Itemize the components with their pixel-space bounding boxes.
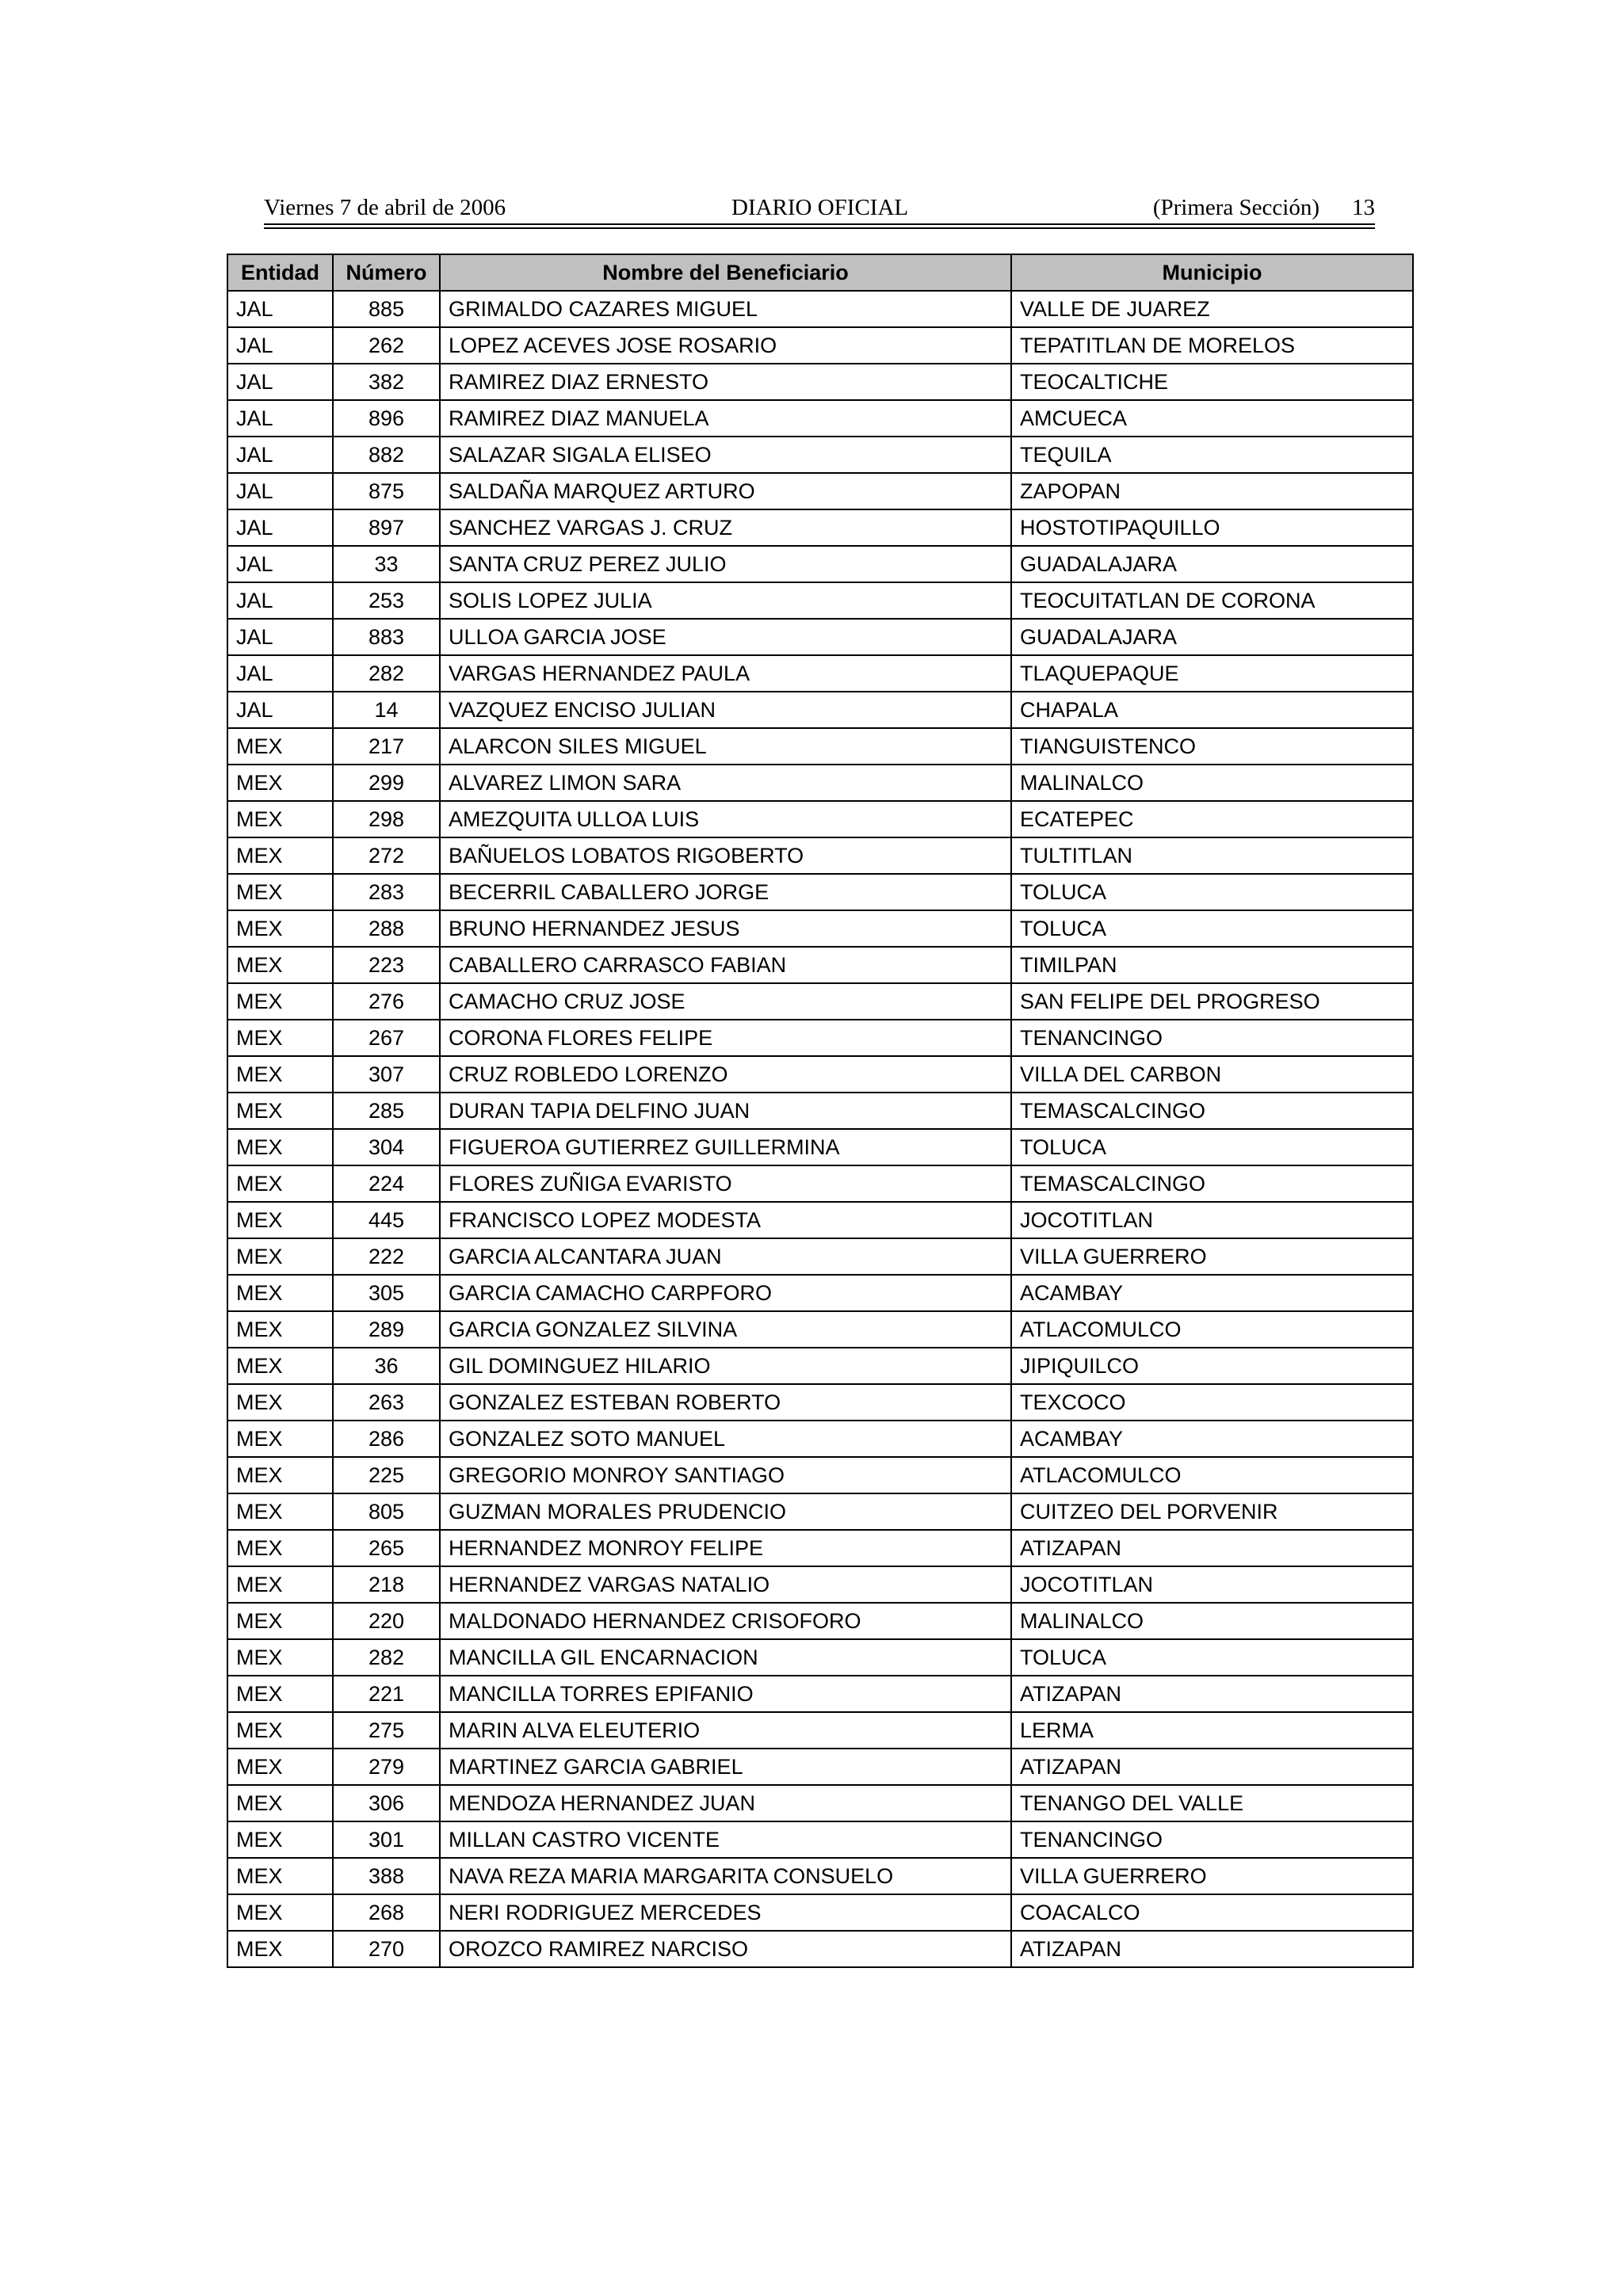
table-row xyxy=(227,1639,1413,1676)
cell-numero: 306 xyxy=(333,1785,440,1821)
cell-nombre: DURAN TAPIA DELFINO JUAN xyxy=(440,1093,1011,1129)
cell-entidad: MEX xyxy=(227,1566,333,1603)
cell-numero: 276 xyxy=(333,983,440,1020)
cell-entidad: MEX xyxy=(227,1785,333,1821)
table-row xyxy=(227,437,1413,473)
cell-entidad: JAL xyxy=(227,509,333,546)
cell-municipio: ATIZAPAN xyxy=(1011,1749,1413,1785)
cell-municipio: ECATEPEC xyxy=(1011,801,1413,837)
cell-entidad: JAL xyxy=(227,364,333,400)
cell-municipio: ACAMBAY xyxy=(1011,1275,1413,1311)
cell-numero: 288 xyxy=(333,910,440,947)
cell-nombre: CABALLERO CARRASCO FABIAN xyxy=(440,947,1011,983)
cell-numero: 279 xyxy=(333,1749,440,1785)
cell-numero: 298 xyxy=(333,801,440,837)
cell-numero: 217 xyxy=(333,728,440,765)
cell-municipio: ATIZAPAN xyxy=(1011,1931,1413,1967)
cell-numero: 897 xyxy=(333,509,440,546)
cell-municipio: TEXCOCO xyxy=(1011,1384,1413,1421)
table-body xyxy=(227,291,1413,1967)
table-row xyxy=(227,947,1413,983)
cell-municipio: TOLUCA xyxy=(1011,910,1413,947)
cell-entidad: MEX xyxy=(227,1493,333,1530)
cell-numero: 36 xyxy=(333,1348,440,1384)
cell-numero: 304 xyxy=(333,1129,440,1165)
cell-nombre: MANCILLA TORRES EPIFANIO xyxy=(440,1676,1011,1712)
table-row xyxy=(227,291,1413,327)
cell-numero: 267 xyxy=(333,1020,440,1056)
table-row xyxy=(227,1603,1413,1639)
cell-nombre: MILLAN CASTRO VICENTE xyxy=(440,1821,1011,1858)
table-row xyxy=(227,1785,1413,1821)
cell-numero: 221 xyxy=(333,1676,440,1712)
cell-entidad: MEX xyxy=(227,1311,333,1348)
cell-numero: 307 xyxy=(333,1056,440,1093)
cell-municipio: TENANCINGO xyxy=(1011,1020,1413,1056)
table-row xyxy=(227,1202,1413,1238)
cell-numero: 262 xyxy=(333,327,440,364)
cell-municipio: VILLA DEL CARBON xyxy=(1011,1056,1413,1093)
cell-nombre: SANTA CRUZ PEREZ JULIO xyxy=(440,546,1011,582)
cell-nombre: OROZCO RAMIREZ NARCISO xyxy=(440,1931,1011,1967)
cell-municipio: VALLE DE JUAREZ xyxy=(1011,291,1413,327)
cell-numero: 270 xyxy=(333,1931,440,1967)
cell-nombre: BAÑUELOS LOBATOS RIGOBERTO xyxy=(440,837,1011,874)
cell-entidad: MEX xyxy=(227,1202,333,1238)
column-header-nombre: Nombre del Beneficiario xyxy=(440,254,1011,291)
cell-entidad: JAL xyxy=(227,437,333,473)
table-header-row xyxy=(227,254,1413,291)
cell-numero: 286 xyxy=(333,1421,440,1457)
cell-numero: 289 xyxy=(333,1311,440,1348)
table-row xyxy=(227,1093,1413,1129)
cell-nombre: SOLIS LOPEZ JULIA xyxy=(440,582,1011,619)
table-row xyxy=(227,801,1413,837)
table-row xyxy=(227,1238,1413,1275)
cell-nombre: HERNANDEZ VARGAS NATALIO xyxy=(440,1566,1011,1603)
cell-entidad: MEX xyxy=(227,1603,333,1639)
cell-entidad: MEX xyxy=(227,765,333,801)
cell-entidad: MEX xyxy=(227,983,333,1020)
table-row xyxy=(227,1530,1413,1566)
cell-entidad: MEX xyxy=(227,1056,333,1093)
cell-entidad: MEX xyxy=(227,1931,333,1967)
cell-entidad: MEX xyxy=(227,1421,333,1457)
table-row xyxy=(227,400,1413,437)
cell-entidad: MEX xyxy=(227,1749,333,1785)
cell-entidad: JAL xyxy=(227,582,333,619)
cell-municipio: VILLA GUERRERO xyxy=(1011,1858,1413,1894)
cell-nombre: ALARCON SILES MIGUEL xyxy=(440,728,1011,765)
cell-numero: 882 xyxy=(333,437,440,473)
table-row xyxy=(227,765,1413,801)
cell-numero: 275 xyxy=(333,1712,440,1749)
cell-municipio: TLAQUEPAQUE xyxy=(1011,655,1413,692)
cell-nombre: MANCILLA GIL ENCARNACION xyxy=(440,1639,1011,1676)
cell-municipio: CUITZEO DEL PORVENIR xyxy=(1011,1493,1413,1530)
cell-numero: 283 xyxy=(333,874,440,910)
cell-nombre: NAVA REZA MARIA MARGARITA CONSUELO xyxy=(440,1858,1011,1894)
cell-municipio: ACAMBAY xyxy=(1011,1421,1413,1457)
cell-nombre: GARCIA GONZALEZ SILVINA xyxy=(440,1311,1011,1348)
cell-municipio: TIANGUISTENCO xyxy=(1011,728,1413,765)
cell-municipio: MALINALCO xyxy=(1011,1603,1413,1639)
table-row xyxy=(227,1311,1413,1348)
cell-entidad: MEX xyxy=(227,1894,333,1931)
table-row xyxy=(227,1894,1413,1931)
table-row xyxy=(227,1931,1413,1967)
cell-entidad: JAL xyxy=(227,692,333,728)
cell-entidad: MEX xyxy=(227,1676,333,1712)
cell-nombre: AMEZQUITA ULLOA LUIS xyxy=(440,801,1011,837)
cell-municipio: ATLACOMULCO xyxy=(1011,1311,1413,1348)
cell-numero: 253 xyxy=(333,582,440,619)
cell-nombre: LOPEZ ACEVES JOSE ROSARIO xyxy=(440,327,1011,364)
cell-entidad: MEX xyxy=(227,1238,333,1275)
table-row xyxy=(227,1056,1413,1093)
cell-nombre: RAMIREZ DIAZ MANUELA xyxy=(440,400,1011,437)
cell-municipio: JOCOTITLAN xyxy=(1011,1566,1413,1603)
cell-nombre: GIL DOMINGUEZ HILARIO xyxy=(440,1348,1011,1384)
cell-entidad: JAL xyxy=(227,327,333,364)
cell-nombre: RAMIREZ DIAZ ERNESTO xyxy=(440,364,1011,400)
table-row xyxy=(227,1020,1413,1056)
cell-nombre: FRANCISCO LOPEZ MODESTA xyxy=(440,1202,1011,1238)
cell-numero: 263 xyxy=(333,1384,440,1421)
cell-entidad: MEX xyxy=(227,837,333,874)
cell-entidad: MEX xyxy=(227,1858,333,1894)
table-row xyxy=(227,1421,1413,1457)
cell-numero: 222 xyxy=(333,1238,440,1275)
table-row xyxy=(227,1457,1413,1493)
header-section: (Primera Sección) xyxy=(1152,195,1319,220)
cell-nombre: CAMACHO CRUZ JOSE xyxy=(440,983,1011,1020)
cell-numero: 225 xyxy=(333,1457,440,1493)
cell-entidad: MEX xyxy=(227,1639,333,1676)
beneficiaries-table xyxy=(227,254,1414,1968)
cell-entidad: MEX xyxy=(227,1384,333,1421)
table-row xyxy=(227,874,1413,910)
cell-municipio: ATIZAPAN xyxy=(1011,1676,1413,1712)
header-publication-title: DIARIO OFICIAL xyxy=(731,195,909,220)
cell-entidad: MEX xyxy=(227,801,333,837)
cell-entidad: MEX xyxy=(227,1530,333,1566)
cell-municipio: TOLUCA xyxy=(1011,1129,1413,1165)
table-row xyxy=(227,692,1413,728)
table-row xyxy=(227,1676,1413,1712)
cell-municipio: ATIZAPAN xyxy=(1011,1530,1413,1566)
table-row xyxy=(227,509,1413,546)
cell-numero: 272 xyxy=(333,837,440,874)
cell-nombre: GUZMAN MORALES PRUDENCIO xyxy=(440,1493,1011,1530)
header-date: Viernes 7 de abril de 2006 xyxy=(264,195,506,220)
cell-municipio: MALINALCO xyxy=(1011,765,1413,801)
cell-municipio: CHAPALA xyxy=(1011,692,1413,728)
cell-entidad: JAL xyxy=(227,400,333,437)
cell-nombre: GONZALEZ ESTEBAN ROBERTO xyxy=(440,1384,1011,1421)
table-row xyxy=(227,837,1413,874)
cell-numero: 14 xyxy=(333,692,440,728)
cell-entidad: JAL xyxy=(227,655,333,692)
cell-entidad: MEX xyxy=(227,1348,333,1384)
cell-entidad: JAL xyxy=(227,546,333,582)
header-rule xyxy=(264,223,1375,225)
cell-municipio: HOSTOTIPAQUILLO xyxy=(1011,509,1413,546)
cell-entidad: MEX xyxy=(227,1093,333,1129)
cell-numero: 218 xyxy=(333,1566,440,1603)
cell-numero: 883 xyxy=(333,619,440,655)
cell-numero: 223 xyxy=(333,947,440,983)
table-row xyxy=(227,1821,1413,1858)
cell-entidad: MEX xyxy=(227,1821,333,1858)
table-row xyxy=(227,983,1413,1020)
cell-entidad: MEX xyxy=(227,910,333,947)
cell-numero: 285 xyxy=(333,1093,440,1129)
cell-municipio: TENANGO DEL VALLE xyxy=(1011,1785,1413,1821)
cell-numero: 445 xyxy=(333,1202,440,1238)
cell-municipio: TULTITLAN xyxy=(1011,837,1413,874)
table-row xyxy=(227,1165,1413,1202)
cell-numero: 305 xyxy=(333,1275,440,1311)
cell-numero: 885 xyxy=(333,291,440,327)
table-row xyxy=(227,655,1413,692)
cell-municipio: VILLA GUERRERO xyxy=(1011,1238,1413,1275)
table-row xyxy=(227,1348,1413,1384)
cell-municipio: TOLUCA xyxy=(1011,1639,1413,1676)
cell-entidad: JAL xyxy=(227,473,333,509)
cell-nombre: SANCHEZ VARGAS J. CRUZ xyxy=(440,509,1011,546)
cell-numero: 268 xyxy=(333,1894,440,1931)
column-header-municipio: Municipio xyxy=(1011,254,1413,291)
table-row xyxy=(227,619,1413,655)
cell-municipio: TEMASCALCINGO xyxy=(1011,1093,1413,1129)
cell-municipio: GUADALAJARA xyxy=(1011,619,1413,655)
cell-municipio: TOLUCA xyxy=(1011,874,1413,910)
cell-numero: 224 xyxy=(333,1165,440,1202)
cell-entidad: MEX xyxy=(227,728,333,765)
cell-entidad: MEX xyxy=(227,874,333,910)
header-page-number: 13 xyxy=(1352,195,1375,220)
cell-numero: 805 xyxy=(333,1493,440,1530)
cell-municipio: ZAPOPAN xyxy=(1011,473,1413,509)
cell-entidad: MEX xyxy=(227,1020,333,1056)
cell-nombre: MENDOZA HERNANDEZ JUAN xyxy=(440,1785,1011,1821)
cell-municipio: ATLACOMULCO xyxy=(1011,1457,1413,1493)
cell-nombre: MALDONADO HERNANDEZ CRISOFORO xyxy=(440,1603,1011,1639)
table-row xyxy=(227,546,1413,582)
table-row xyxy=(227,910,1413,947)
cell-nombre: ULLOA GARCIA JOSE xyxy=(440,619,1011,655)
table-row xyxy=(227,327,1413,364)
cell-numero: 382 xyxy=(333,364,440,400)
cell-entidad: MEX xyxy=(227,947,333,983)
cell-municipio: TIMILPAN xyxy=(1011,947,1413,983)
cell-numero: 896 xyxy=(333,400,440,437)
cell-municipio: TENANCINGO xyxy=(1011,1821,1413,1858)
cell-nombre: SALDAÑA MARQUEZ ARTURO xyxy=(440,473,1011,509)
cell-numero: 282 xyxy=(333,1639,440,1676)
table-row xyxy=(227,473,1413,509)
cell-municipio: AMCUECA xyxy=(1011,400,1413,437)
table-row xyxy=(227,1858,1413,1894)
cell-entidad: MEX xyxy=(227,1712,333,1749)
cell-municipio: TEOCALTICHE xyxy=(1011,364,1413,400)
cell-nombre: CRUZ ROBLEDO LORENZO xyxy=(440,1056,1011,1093)
cell-nombre: BRUNO HERNANDEZ JESUS xyxy=(440,910,1011,947)
cell-municipio: TEPATITLAN DE MORELOS xyxy=(1011,327,1413,364)
cell-nombre: FLORES ZUÑIGA EVARISTO xyxy=(440,1165,1011,1202)
cell-nombre: GARCIA ALCANTARA JUAN xyxy=(440,1238,1011,1275)
table-row xyxy=(227,1712,1413,1749)
column-header-entidad: Entidad xyxy=(227,254,333,291)
cell-nombre: HERNANDEZ MONROY FELIPE xyxy=(440,1530,1011,1566)
table-row xyxy=(227,582,1413,619)
cell-entidad: MEX xyxy=(227,1129,333,1165)
table-row xyxy=(227,1749,1413,1785)
cell-entidad: JAL xyxy=(227,291,333,327)
table-row xyxy=(227,728,1413,765)
cell-nombre: MARIN ALVA ELEUTERIO xyxy=(440,1712,1011,1749)
table-row xyxy=(227,1384,1413,1421)
cell-nombre: GREGORIO MONROY SANTIAGO xyxy=(440,1457,1011,1493)
cell-municipio: LERMA xyxy=(1011,1712,1413,1749)
cell-municipio: JOCOTITLAN xyxy=(1011,1202,1413,1238)
cell-municipio: TEQUILA xyxy=(1011,437,1413,473)
page-header xyxy=(264,192,1375,223)
cell-entidad: MEX xyxy=(227,1457,333,1493)
table-row xyxy=(227,1275,1413,1311)
cell-municipio: COACALCO xyxy=(1011,1894,1413,1931)
cell-numero: 299 xyxy=(333,765,440,801)
table-row xyxy=(227,1566,1413,1603)
cell-numero: 220 xyxy=(333,1603,440,1639)
cell-numero: 301 xyxy=(333,1821,440,1858)
cell-entidad: MEX xyxy=(227,1275,333,1311)
cell-nombre: VAZQUEZ ENCISO JULIAN xyxy=(440,692,1011,728)
cell-municipio: JIPIQUILCO xyxy=(1011,1348,1413,1384)
cell-municipio: GUADALAJARA xyxy=(1011,546,1413,582)
header-rule xyxy=(264,227,1375,229)
cell-numero: 282 xyxy=(333,655,440,692)
cell-numero: 265 xyxy=(333,1530,440,1566)
cell-municipio: TEMASCALCINGO xyxy=(1011,1165,1413,1202)
cell-numero: 33 xyxy=(333,546,440,582)
cell-nombre: SALAZAR SIGALA ELISEO xyxy=(440,437,1011,473)
column-header-numero: Número xyxy=(333,254,440,291)
cell-municipio: SAN FELIPE DEL PROGRESO xyxy=(1011,983,1413,1020)
cell-nombre: GARCIA CAMACHO CARPFORO xyxy=(440,1275,1011,1311)
cell-municipio: TEOCUITATLAN DE CORONA xyxy=(1011,582,1413,619)
cell-entidad: JAL xyxy=(227,619,333,655)
cell-nombre: NERI RODRIGUEZ MERCEDES xyxy=(440,1894,1011,1931)
cell-nombre: BECERRIL CABALLERO JORGE xyxy=(440,874,1011,910)
cell-nombre: GONZALEZ SOTO MANUEL xyxy=(440,1421,1011,1457)
table-row xyxy=(227,1129,1413,1165)
cell-nombre: CORONA FLORES FELIPE xyxy=(440,1020,1011,1056)
cell-nombre: MARTINEZ GARCIA GABRIEL xyxy=(440,1749,1011,1785)
cell-nombre: VARGAS HERNANDEZ PAULA xyxy=(440,655,1011,692)
cell-nombre: FIGUEROA GUTIERREZ GUILLERMINA xyxy=(440,1129,1011,1165)
cell-numero: 388 xyxy=(333,1858,440,1894)
table-row xyxy=(227,364,1413,400)
cell-entidad: MEX xyxy=(227,1165,333,1202)
cell-numero: 875 xyxy=(333,473,440,509)
table-row xyxy=(227,1493,1413,1530)
cell-nombre: ALVAREZ LIMON SARA xyxy=(440,765,1011,801)
cell-nombre: GRIMALDO CAZARES MIGUEL xyxy=(440,291,1011,327)
